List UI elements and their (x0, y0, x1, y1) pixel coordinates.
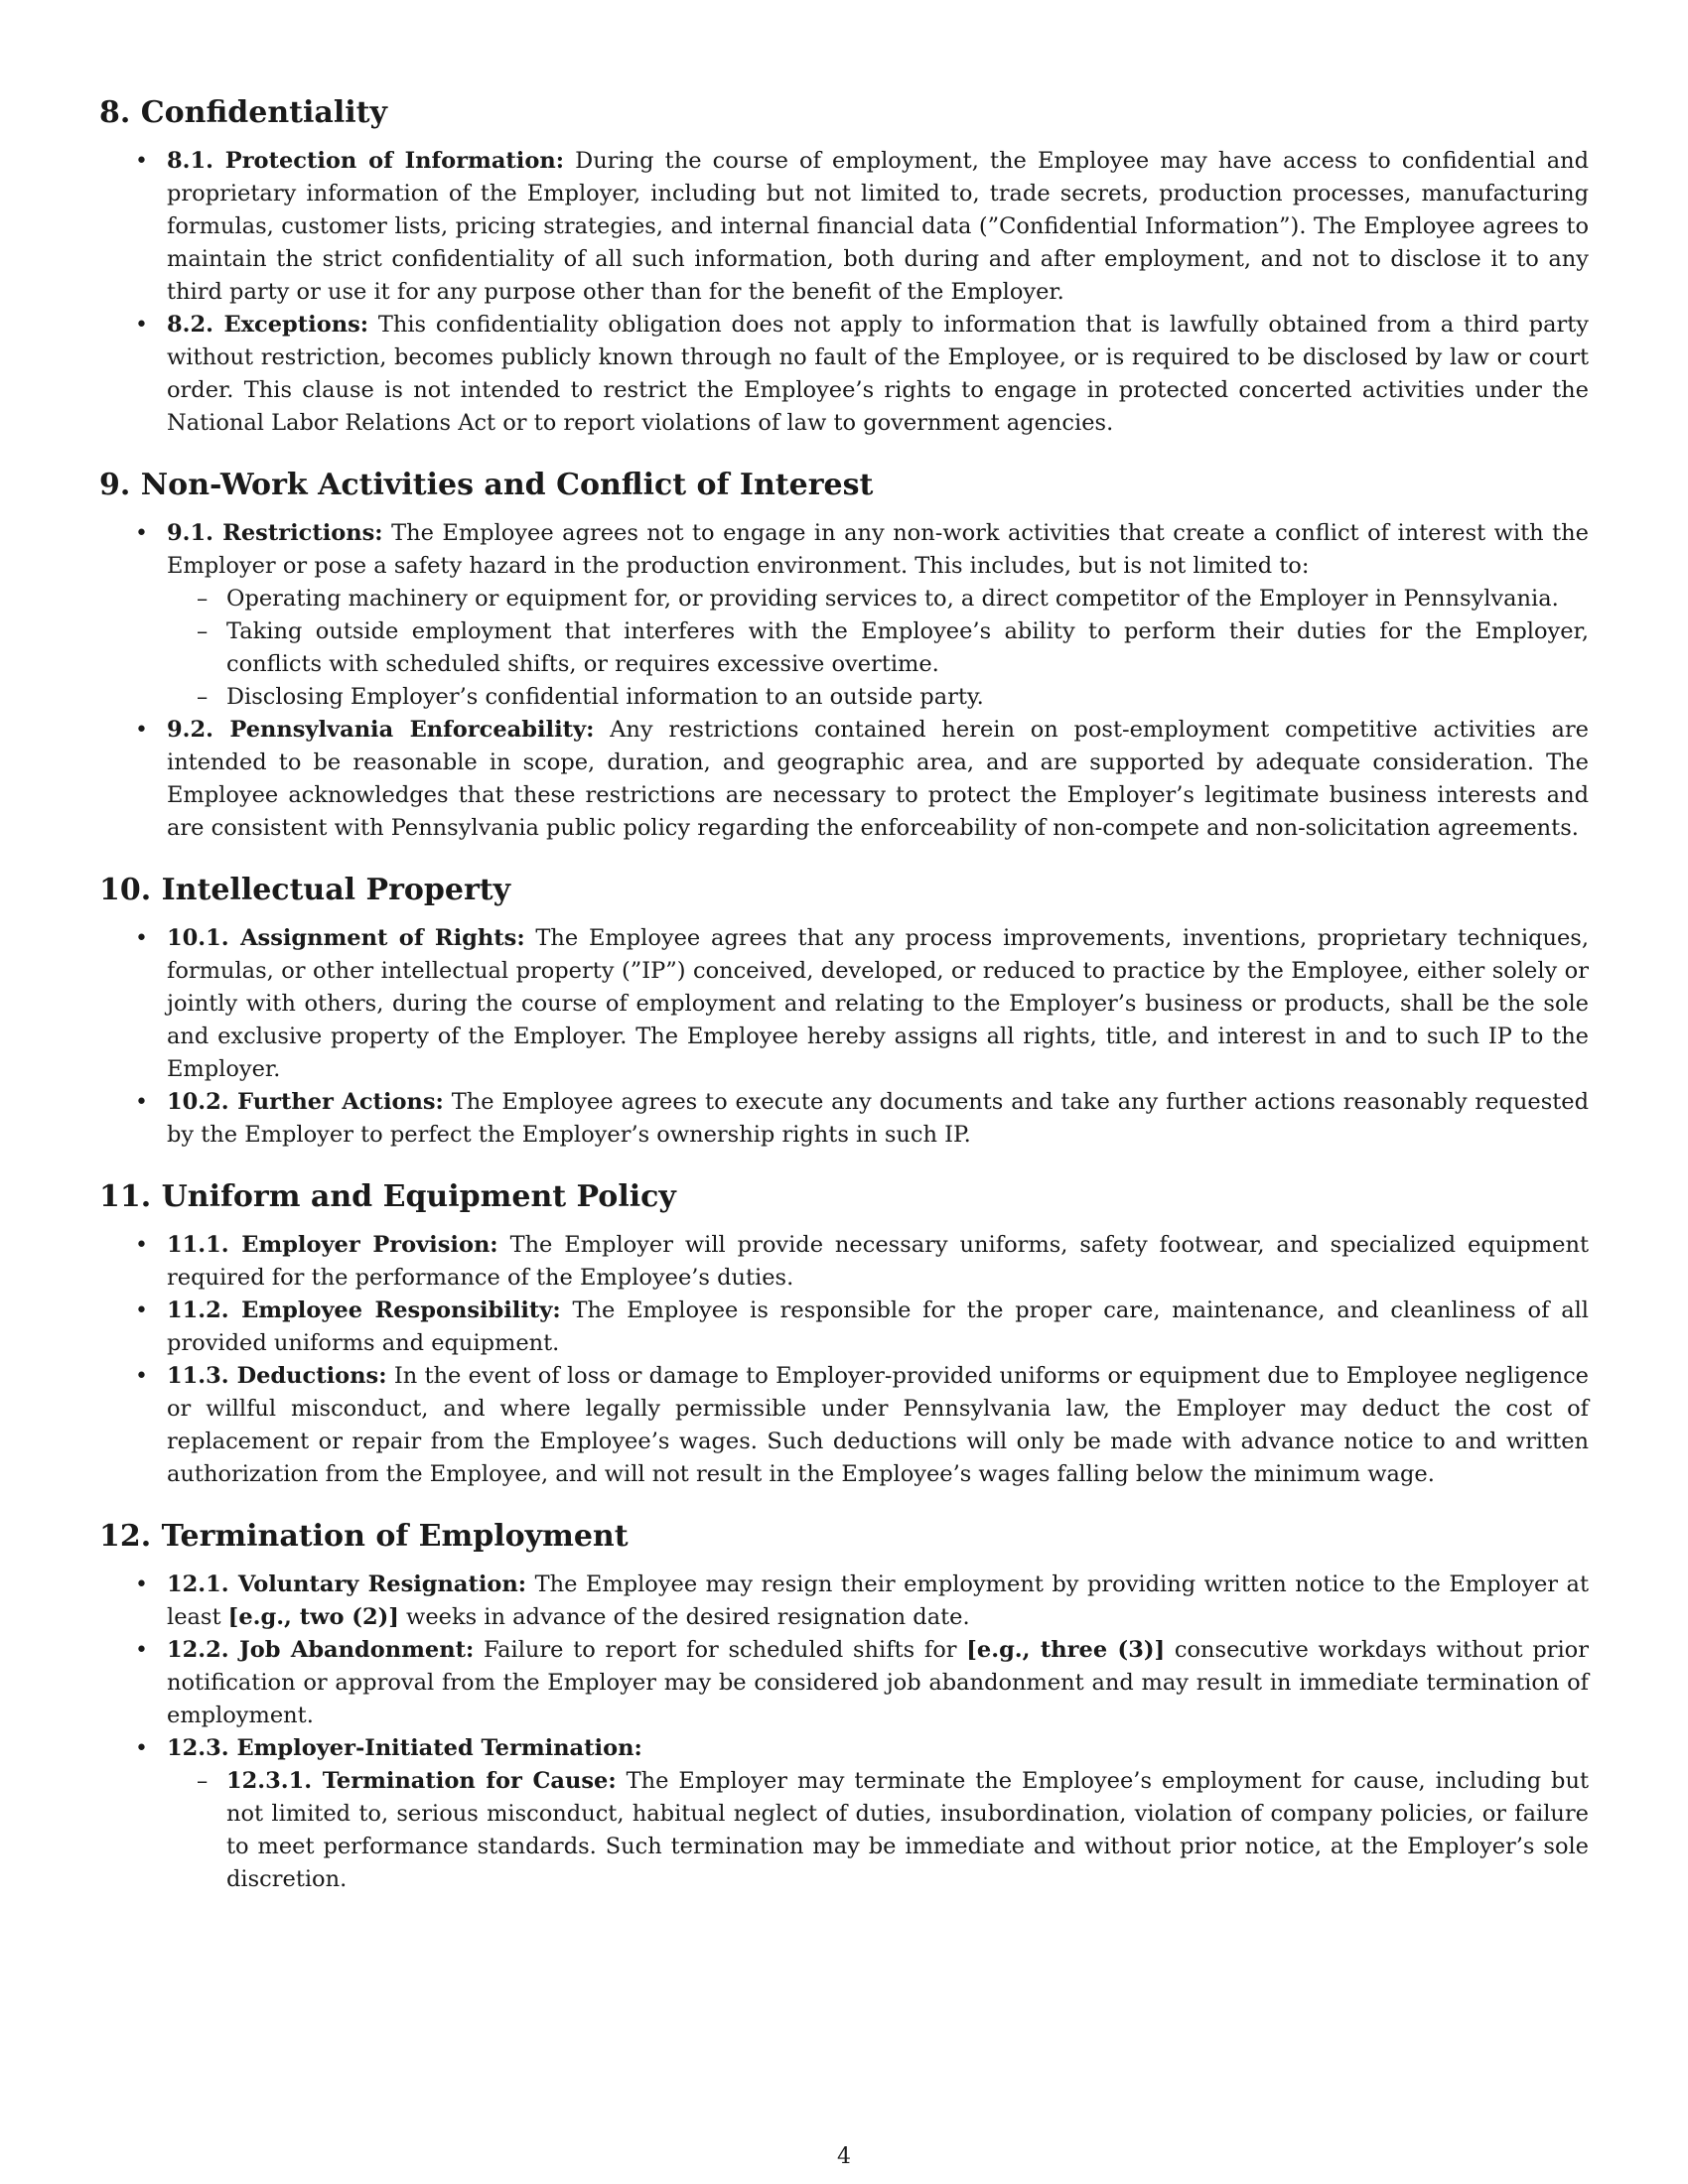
section-termination (99, 1519, 1589, 1896)
section-title: 10. Intellectual Property (99, 873, 511, 907)
section-non-work-activities (99, 468, 1589, 845)
section-title: 9. Non-Work Activities and Conflict of Interest (99, 468, 874, 502)
clause-list (99, 1569, 1589, 1896)
clause-list (99, 1229, 1589, 1491)
clause-text: The Employee may resign their employment by providing written notice to the Employer at least (167, 1571, 1590, 1630)
clause-label: 12.1. Voluntary Resignation: (167, 1571, 527, 1597)
clause-list (99, 145, 1589, 440)
section-title: 11. Uniform and Equipment Policy (99, 1179, 676, 1214)
clause-label: 12.3. Employer-Initiated Termination: (167, 1735, 642, 1761)
clause-text: The Employee is responsible for the proper care, maintenance, and cleanliness of all provided uniforms and equipment. (167, 1297, 1590, 1356)
sub-item: – Operating machinery or equipment for, or providing services to, a direct competitor of the Employer in Pennsylvania. (167, 583, 1589, 615)
section-confidentiality (99, 95, 1589, 440)
placeholder-term: [e.g., three (3)] (966, 1637, 1166, 1663)
clause-10-2 (99, 1086, 1589, 1152)
clause-12-3-1 (167, 1765, 1589, 1896)
clause-text: The Employee agrees not to engage in any non-work activities that create a conflict of interest with the Employer or pose a safety hazard in the production environment. This includes, but is not limited to: (167, 520, 1589, 579)
clause-11-3 (99, 1360, 1589, 1491)
sub-list (167, 583, 1589, 714)
clause-label: 12.2. Job Abandonment: (167, 1637, 475, 1663)
clause-text: The Employee agrees to execute any documents and take any further actions reasonably requested by the Employer to perfect the Employer’s ownership rights in such IP. (167, 1089, 1590, 1148)
page-number: 4 (837, 2144, 851, 2169)
section-uniform-equipment (99, 1179, 1589, 1491)
clause-label: 10.2. Further Actions: (167, 1089, 444, 1115)
clause-12-3 (99, 1732, 1589, 1896)
clause-label: 11.3. Deductions: (167, 1363, 387, 1389)
clause-text: Failure to report for scheduled shifts for (484, 1637, 967, 1663)
clause-text: This confidentiality obligation does not apply to information that is lawfully obtained from a third party without restriction, becomes publicly known through no fault of the Employee, or is required to be disclosed by law or court order. This clause is not intended to restrict the Employee’s rights to engage in protected concerted activities under the National Labor Relations Act or to report violations of law to government agencies. (167, 312, 1589, 436)
clause-label: 10.1. Assignment of Rights: (167, 925, 525, 951)
clause-10-1 (99, 922, 1589, 1086)
sub-item: – Disclosing Employer’s confidential information to an outside party. (167, 681, 1589, 714)
clause-label: 8.1. Protection of Information: (167, 148, 565, 174)
clause-label: 9.2. Pennsylvania Enforceability: (167, 717, 595, 743)
clause-list (99, 922, 1589, 1152)
section-intellectual-property (99, 873, 1589, 1152)
clause-8-1 (99, 145, 1589, 309)
clause-11-1 (99, 1229, 1589, 1295)
sub-item: – Taking outside employment that interferes with the Employee’s ability to perform their duties for the Employer, conflicts with scheduled shifts, or requires excessive overtime. (167, 615, 1589, 681)
clause-text: The Employee agrees that any process improvements, inventions, proprietary techniques, formulas, or other intellectual property (”IP”) conceived, developed, or reduced to practice by the Employee, either solely or jointly with others, during the course of employment and relating to the Employer’s business or products, shall be the sole and exclusive property of the Employer. The Employee hereby assigns all rights, title, and interest in and to such IP to the Employer. (167, 925, 1590, 1082)
sub-list (167, 1765, 1589, 1896)
clause-12-2 (99, 1634, 1589, 1732)
clause-list (99, 517, 1589, 845)
section-title: 8. Confidentiality (99, 95, 387, 130)
section-title: 12. Termination of Employment (99, 1519, 629, 1554)
clause-label: 8.2. Exceptions: (167, 312, 369, 338)
clause-label: 9.1. Restrictions: (167, 520, 383, 546)
clause-9-2 (99, 714, 1589, 845)
clause-text: weeks in advance of the desired resignation date. (398, 1604, 970, 1630)
clause-text: During the course of employment, the Employee may have access to confidential and proprietary information of the Employer, including but not limited to, trade secrets, production processes, manufacturing formulas, customer lists, pricing strategies, and internal financial data (”Confidential Information”). The Employee agrees to maintain the strict confidentiality of all such information, both during and after employment, and not to disclose it to any third party or use it for any purpose other than for the benefit of the Employer. (167, 148, 1589, 305)
placeholder-term: [e.g., two (2)] (227, 1604, 399, 1630)
clause-text: In the event of loss or damage to Employer-provided uniforms or equipment due to Employee negligence or willful misconduct, and where legally permissible under Pennsylvania law, the Employer may deduct the cost of replacement or repair from the Employee’s wages. Such deductions will only be made with advance notice to and written authorization from the Employee, and will not result in the Employee’s wages falling below the minimum wage. (167, 1363, 1589, 1487)
clause-text: The Employer will provide necessary uniforms, safety footwear, and specialized equipment required for the performance of the Employee’s duties. (167, 1232, 1590, 1291)
clause-11-2 (99, 1295, 1589, 1360)
clause-9-1 (99, 517, 1589, 714)
clause-text: The Employer may terminate the Employee’s employment for cause, including but not limited to, serious misconduct, habitual neglect of duties, insubordination, violation of company policies, or failure to meet performance standards. Such termination may be immediate and without prior notice, at the Employer’s sole discretion. (226, 1768, 1589, 1892)
clause-label: 11.1. Employer Provision: (167, 1232, 498, 1258)
clause-8-2 (99, 309, 1589, 440)
clause-12-1 (99, 1569, 1589, 1634)
document-page (99, 95, 1589, 1924)
clause-text: Any restrictions contained herein on post-employment competitive activities are intended to be reasonable in scope, duration, and geographic area, and are supported by adequate consideration. The Employee acknowledges that these restrictions are necessary to protect the Employer’s legitimate business interests and are consistent with Pennsylvania public policy regarding the enforceability of non-compete and non-solicitation agreements. (167, 717, 1589, 841)
clause-label: 12.3.1. Termination for Cause: (226, 1768, 617, 1794)
clause-text: consecutive workdays without prior notification or approval from the Employer may be considered job abandonment and may result in immediate termination of employment. (167, 1637, 1589, 1728)
clause-label: 11.2. Employee Responsibility: (167, 1297, 561, 1323)
